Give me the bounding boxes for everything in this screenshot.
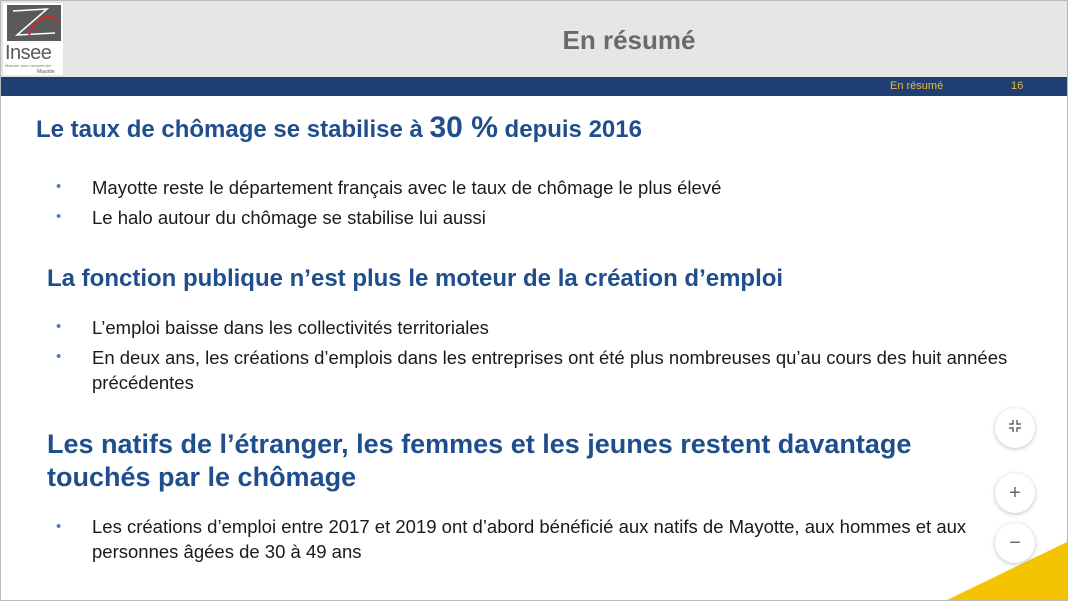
plus-icon: +	[1009, 481, 1021, 504]
section-1-heading	[36, 113, 642, 145]
title-band	[1, 77, 1067, 96]
list-item: Les créations d’emploi entre 2017 et 2019 ont d’abord bénéficié aux natifs de Mayotte, aux hommes et aux personnes âgées de 30 à 49 ans	[92, 516, 967, 562]
fit-page-button[interactable]	[995, 408, 1035, 448]
heading-highlight: 30 %	[429, 111, 498, 144]
logo-subtitle: Mesurer pour comprendre	[5, 63, 52, 68]
zoom-in-button[interactable]	[995, 473, 1035, 513]
bullet-icon: •	[56, 178, 62, 195]
list-item: Mayotte reste le département français avec le taux de chômage le plus élevé	[92, 177, 722, 198]
list-item: Le halo autour du chômage se stabilise lui aussi	[92, 207, 486, 228]
band-section-label: En résumé	[890, 80, 944, 92]
logo-region: Mayotte	[37, 69, 55, 75]
bullet-icon: •	[56, 518, 62, 535]
heading-text: Le taux de chômage se stabilise à	[36, 116, 430, 143]
zoom-out-button[interactable]	[995, 523, 1035, 563]
fit-page-icon	[1007, 417, 1023, 440]
section-2-heading: La fonction publique n’est plus le moteur de la création d’emploi	[47, 265, 784, 292]
bullet-icon: •	[56, 318, 62, 335]
logo-text: Insee	[5, 42, 52, 64]
slide-title: En résumé	[562, 25, 696, 55]
bullet-icon: •	[56, 348, 62, 365]
slide-header	[1, 1, 1067, 79]
list-item: En deux ans, les créations d’emplois dans les entreprises ont été plus nombreuses qu’au cours des huit années précédentes	[92, 347, 1008, 393]
heading-text: depuis 2016	[497, 116, 642, 143]
section-3-heading: Les natifs de l’étranger, les femmes et les jeunes restent davantage touchés par le chômage	[47, 429, 912, 492]
list-item: L’emploi baisse dans les collectivités territoriales	[92, 317, 489, 338]
page-number: 16	[1011, 80, 1024, 92]
minus-icon: −	[1009, 531, 1021, 554]
bullet-icon: •	[56, 208, 62, 225]
